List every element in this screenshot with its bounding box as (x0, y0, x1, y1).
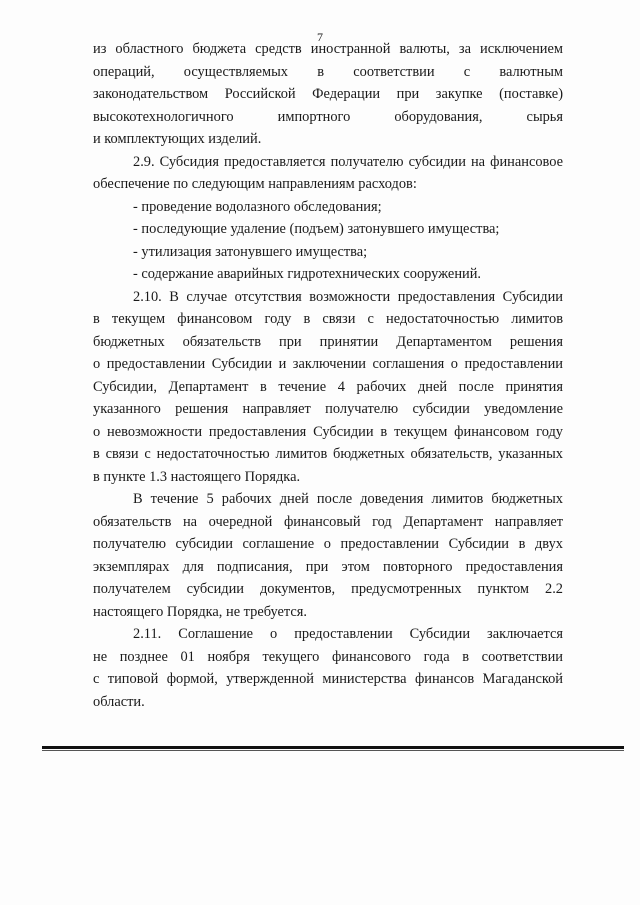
text-line: о невозможности предоставления Субсидии в текущем финансовом году (93, 423, 563, 440)
text-line: в пункте 1.3 настоящего Порядка. (93, 468, 301, 485)
text-line: получателю субсидии соглашение о предоставлении Субсидии в двух (93, 536, 563, 552)
text-line: - содержание аварийных гидротехнических сооружений. (133, 266, 482, 282)
text-line: 2.10. В случае отсутствия возможности предоставления Субсидии (133, 288, 563, 305)
text-line: обеспечение по следующим направлениям расходов: (93, 176, 417, 192)
text-line: в текущем финансовом году в связи с недостаточностью лимитов (93, 311, 563, 327)
text-line: законодательством Российской Федерации при закупке (поставке) (93, 86, 563, 102)
text-line: и комплектующих изделий. (93, 131, 262, 147)
horizontal-rule (42, 746, 624, 749)
text-line: - утилизация затонувшего имущества; (133, 243, 368, 260)
text-line: высокотехнологичного импортного оборудования, сырья (93, 108, 563, 125)
text-line: о предоставлении Субсидии и заключении соглашения о предоставлении (93, 356, 563, 372)
text-line: операций, осуществляемых в соответствии с валютным (93, 63, 563, 80)
text-line: В течение 5 рабочих дней после доведения лимитов бюджетных (133, 491, 563, 507)
text-line: настоящего Порядка, не требуется. (93, 603, 307, 620)
text-line: с типовой формой, утвержденной министерства финансов Магаданской (93, 671, 563, 687)
page-number: 7 (317, 30, 323, 44)
horizontal-rule-thin (42, 750, 624, 751)
text-line: в связи с недостаточностью лимитов бюджетных обязательств, указанных (93, 446, 563, 462)
text-line: 2.11. Соглашение о предоставлении Субсидии заключается (133, 626, 563, 642)
text-line: из областного бюджета средств иностранной валюты, за исключением (93, 41, 563, 57)
text-line: Субсидии, Департамент в течение 4 рабочих дней после принятия (93, 378, 563, 395)
text-line: указанного решения направляет получателю субсидии уведомление (93, 401, 563, 417)
text-line: области. (93, 693, 145, 710)
text-line: получателем субсидии документов, предусмотренных пунктом 2.2 (93, 581, 563, 597)
text-line: обязательств на очередной финансовый год Департамент направляет (93, 513, 563, 530)
text-line: - проведение водолазного обследования; (133, 198, 382, 215)
document-body (93, 38, 563, 713)
text-line: экземплярах для подписания, при этом повторного предоставления (93, 558, 563, 575)
text-line: 2.9. Субсидия предоставляется получателю субсидии на финансовое (133, 153, 563, 170)
text-line: бюджетных обязательств при принятии Департаментом решения (93, 333, 563, 350)
text-line: не позднее 01 ноября текущего финансового года в соответствии (93, 648, 563, 665)
text-line: - последующие удаление (подъем) затонувшего имущества; (133, 221, 500, 237)
